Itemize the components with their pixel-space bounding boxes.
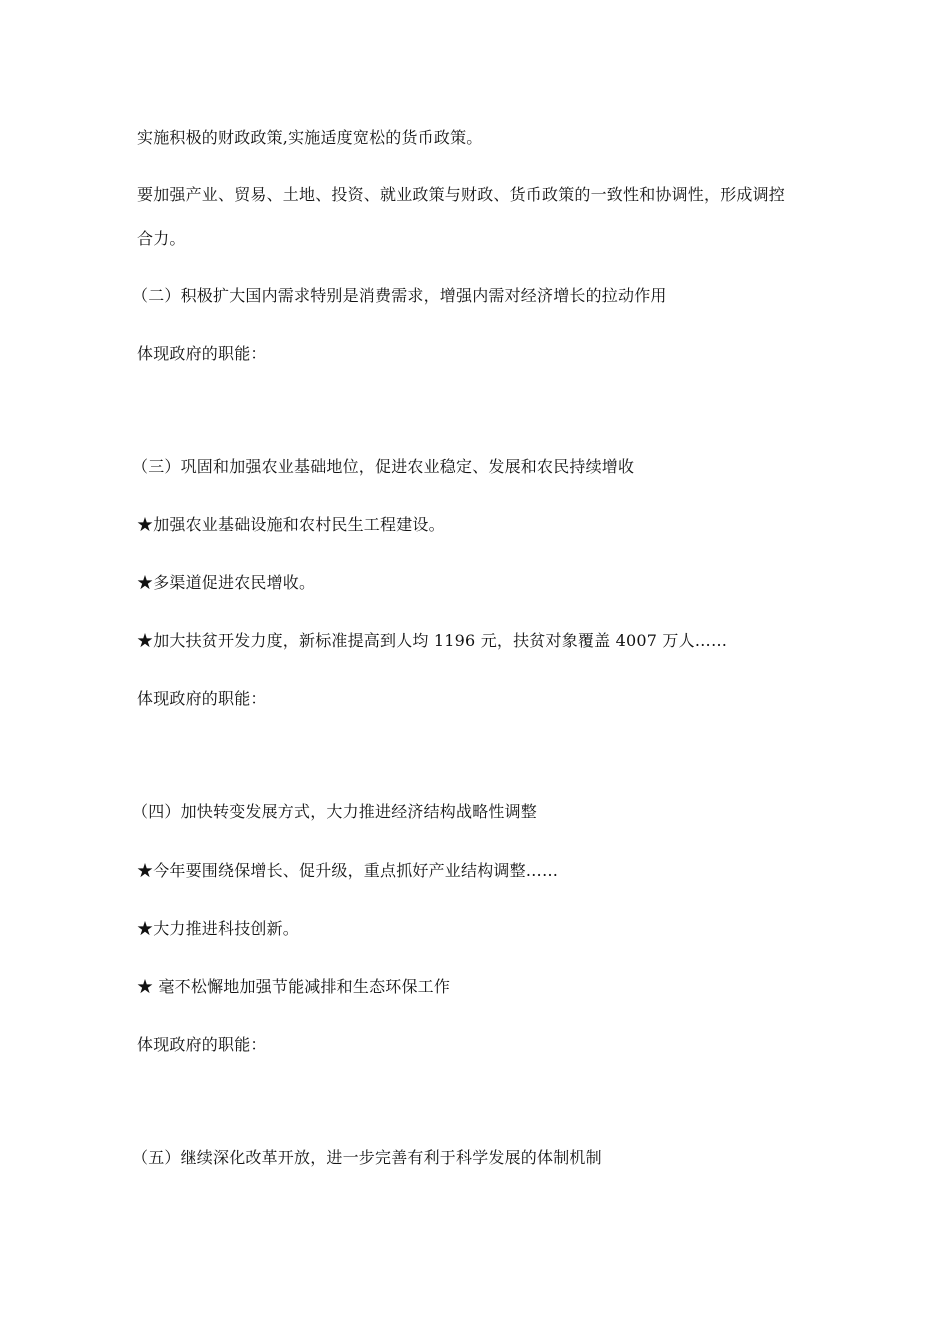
section-heading-4: （四）加快转变发展方式，大力推进经济结构战略性调整 [132,802,538,821]
bullet-item-tech-innovation: ★大力推进科技创新。 [137,919,300,938]
bullet-item-industrial-structure: ★今年要围绕保增长、促升级，重点抓好产业结构调整…… [137,861,559,880]
section-heading-2: （二）积极扩大国内需求特别是消费需求，增强内需对经济增长的拉动作用 [132,286,667,305]
paragraph-policy-coordination-cont: 合力。 [137,229,186,248]
government-function-label-2: 体现政府的职能： [137,689,267,708]
bullet-item-energy-saving: ★ 毫不松懈地加强节能减排和生态环保工作 [137,977,451,996]
government-function-label-1: 体现政府的职能： [137,344,267,363]
section-heading-3: （三）巩固和加强农业基础地位，促进农业稳定、发展和农民持续增收 [132,457,635,476]
bullet-item-agri-infrastructure: ★加强农业基础设施和农村民生工程建设。 [137,515,445,534]
government-function-label-3: 体现政府的职能： [137,1035,267,1054]
paragraph-fiscal-monetary-policy: 实施积极的财政政策,实施适度宽松的货币政策。 [137,128,483,147]
section-heading-5: （五）继续深化改革开放，进一步完善有利于科学发展的体制机制 [132,1148,602,1167]
bullet-item-poverty-alleviation: ★加大扶贫开发力度，新标准提高到人均 1196 元，扶贫对象覆盖 4007 万人…… [137,631,728,650]
paragraph-policy-coordination: 要加强产业、贸易、土地、投资、就业政策与财政、货币政策的一致性和协调性，形成调控 [137,185,786,204]
bullet-item-farmer-income: ★多渠道促进农民增收。 [137,573,316,592]
